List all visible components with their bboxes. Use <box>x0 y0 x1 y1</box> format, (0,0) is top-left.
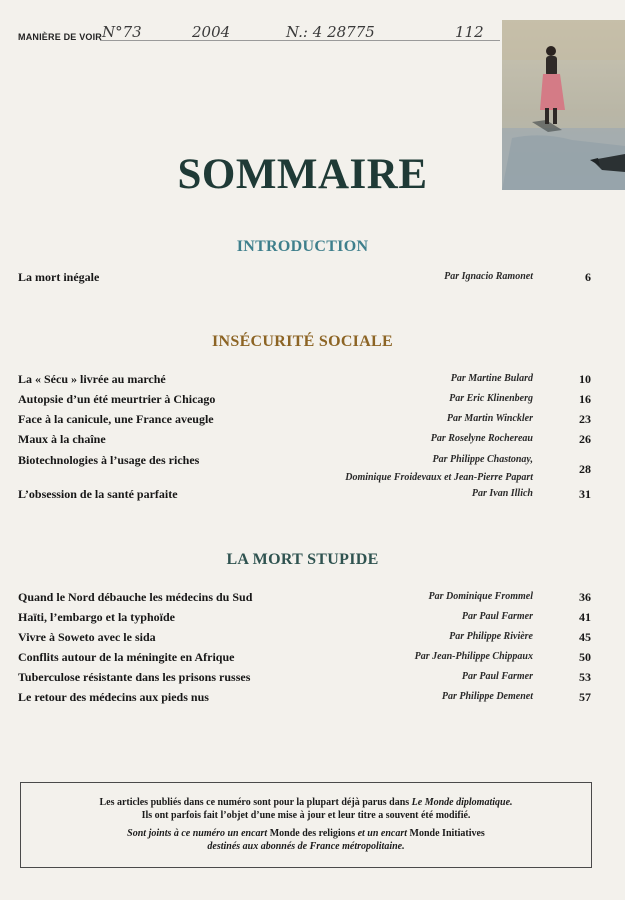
notice-line-4: destinés aux abonnés de France métropolitaine. <box>207 841 405 852</box>
entry-author: Par Ivan Illich <box>471 488 533 499</box>
entry-title: Maux à la chaîne <box>18 432 106 446</box>
toc-entry[interactable] <box>18 650 593 668</box>
section-title-insecurite-sociale: INSÉCURITÉ SOCIALE <box>211 333 393 350</box>
entry-title: La mort inégale <box>18 270 100 284</box>
handwritten-page-ref: 112 <box>455 23 484 41</box>
toc-entry[interactable] <box>18 487 593 505</box>
entry-page-number: 53 <box>579 670 591 684</box>
notice-box <box>20 782 592 868</box>
entry-author: Par Philippe Demenet <box>441 691 533 702</box>
entry-title: Vivre à Soweto avec le sida <box>18 630 156 644</box>
toc-entry[interactable] <box>18 670 593 688</box>
handwritten-issue: N°73 <box>102 23 142 41</box>
entry-author: Par Eric Klinenberg <box>449 393 533 404</box>
toc-entry[interactable] <box>18 432 593 450</box>
entry-page-number: 57 <box>579 690 591 704</box>
notice-line-1-text: Les articles publiés dans ce numéro sont pour la plupart déjà parus dans <box>99 797 410 808</box>
entry-author: Par Martine Bulard <box>450 373 533 384</box>
entry-page-number: 6 <box>585 270 591 284</box>
entry-title: Biotechnologies à l’usage des riches <box>18 453 200 467</box>
entry-author: Par Ignacio Ramonet <box>444 271 533 282</box>
entry-title: Autopsie d’un été meurtrier à Chicago <box>18 392 216 406</box>
toc-entry[interactable] <box>18 453 593 489</box>
entry-author: Par Jean-Philippe Chippaux <box>414 651 533 662</box>
entry-title: Face à la canicule, une France aveugle <box>18 412 214 426</box>
entry-author: Par Paul Farmer <box>461 671 533 682</box>
entry-title: Tuberculose résistante dans les prisons russes <box>18 670 251 684</box>
entry-page-number: 41 <box>579 610 591 624</box>
notice-insert-initiatives: Monde Initiatives <box>409 828 485 839</box>
entry-title: L’obsession de la santé parfaite <box>18 487 178 501</box>
entry-page-number: 16 <box>579 392 591 406</box>
entry-page-number: 26 <box>579 432 591 446</box>
toc-entry[interactable] <box>18 412 593 430</box>
toc-entry[interactable] <box>18 630 593 648</box>
entry-title: Conflits autour de la méningite en Afrique <box>18 650 235 664</box>
entry-page-number: 50 <box>579 650 591 664</box>
entry-page-number: 23 <box>579 412 591 426</box>
entry-page-number: 36 <box>579 590 591 604</box>
page-title: SOMMAIRE <box>177 151 428 198</box>
toc-entry[interactable] <box>18 270 593 288</box>
entry-page-number: 10 <box>579 372 591 386</box>
entry-title: Haïti, l’embargo et la typhoïde <box>18 610 175 624</box>
entry-author: Par Philippe Rivière <box>449 631 533 642</box>
entry-title: La « Sécu » livrée au marché <box>18 372 166 386</box>
handwritten-year: 2004 <box>192 23 231 41</box>
toc-entry[interactable] <box>18 392 593 410</box>
toc-entry[interactable] <box>18 690 593 708</box>
notice-line-3-text-c: et un encart <box>357 828 408 839</box>
entry-page-number: 28 <box>579 462 591 476</box>
magazine-label: MANIÈRE DE VOIR <box>18 32 103 42</box>
notice-line-3-text-a: Sont joints à ce numéro un encart <box>127 828 268 839</box>
toc-entry[interactable] <box>18 610 593 628</box>
section-title-la-mort-stupide: LA MORT STUPIDE <box>226 551 379 568</box>
entry-title: Le retour des médecins aux pieds nus <box>18 690 209 704</box>
entry-page-number: 31 <box>579 487 591 501</box>
entry-author: Par Dominique Frommel <box>428 591 533 602</box>
toc-entry[interactable] <box>18 590 593 608</box>
entry-page-number: 45 <box>579 630 591 644</box>
notice-line-3 <box>21 827 591 840</box>
handwritten-catalog: N.: 4 28775 <box>286 23 375 41</box>
notice-line-2: Ils ont parfois fait l’objet d’une mise à jour et leur titre a souvent été modifié. <box>141 810 471 821</box>
entry-author: Par Roselyne Rochereau <box>430 433 533 444</box>
notice-insert-religions: Monde des religions <box>269 828 356 839</box>
entry-author: Par Paul Farmer <box>461 611 533 622</box>
entry-author-line1: Par Philippe Chastonay, <box>432 454 533 465</box>
entry-author-line2: Dominique Froidevaux et Jean-Pierre Papart <box>345 472 533 483</box>
section-title-introduction: INTRODUCTION <box>236 238 369 255</box>
toc-entry[interactable] <box>18 372 593 390</box>
entry-author: Par Martin Winckler <box>446 413 533 424</box>
notice-publication-name: Le Monde diplomatique. <box>411 797 513 808</box>
entry-title: Quand le Nord débauche les médecins du Sud <box>18 590 253 604</box>
notice-line-1 <box>21 796 591 809</box>
